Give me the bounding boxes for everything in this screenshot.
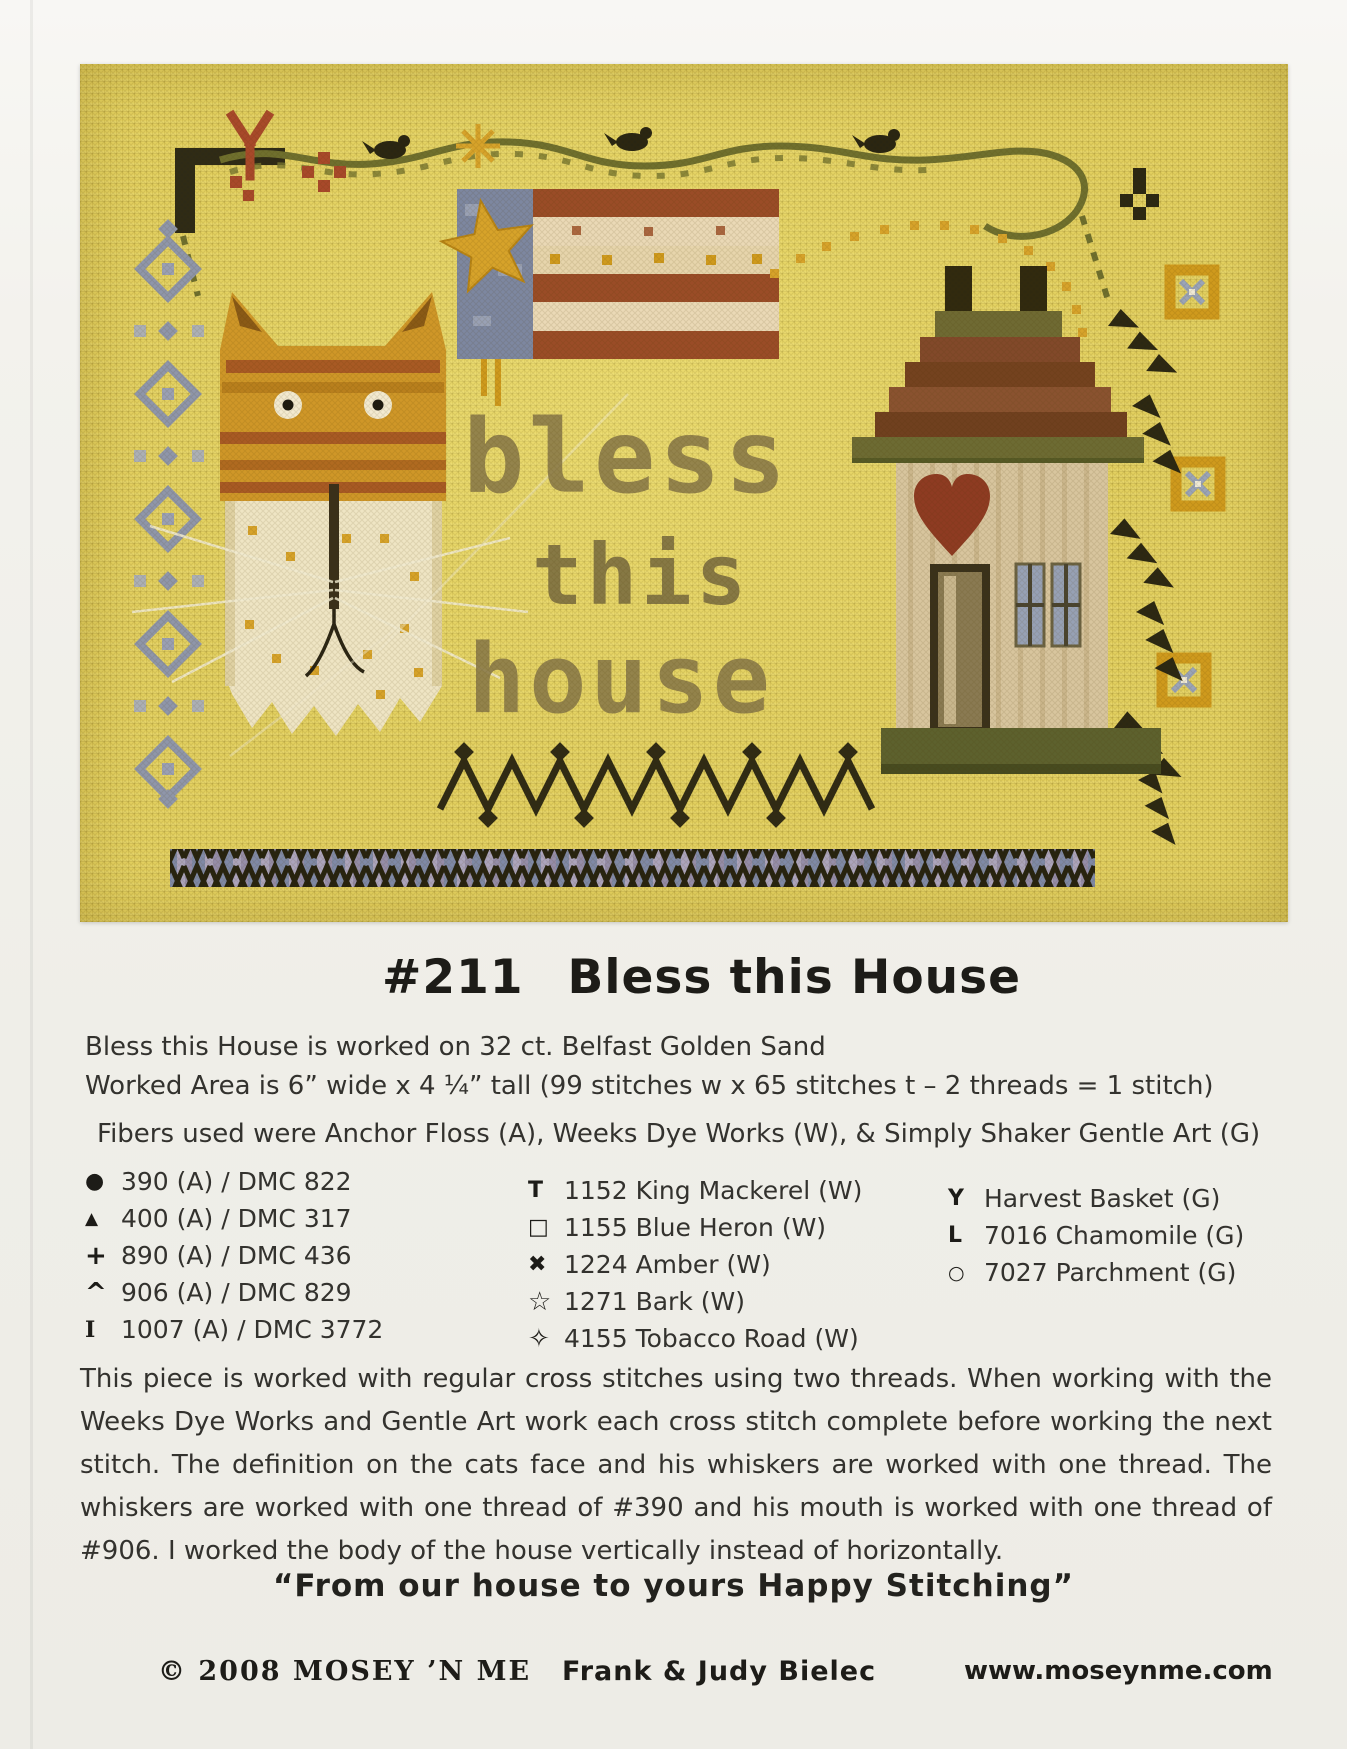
symbol-letter-t: T	[528, 1178, 544, 1203]
legend-row	[948, 1180, 1244, 1217]
fibers-used-line: Fibers used were Anchor Floss (A), Weeks Dye Works (W), & Simply Shaker Gentle Art (G)	[97, 1119, 1261, 1149]
pattern-name: Bless this House	[567, 950, 1021, 1005]
legend-label: 890 (A) / DMC 436	[121, 1241, 352, 1270]
legend-row	[948, 1254, 1244, 1291]
legend-label: 4155 Tobacco Road (W)	[564, 1324, 859, 1353]
legend-row	[948, 1217, 1244, 1254]
legend-row	[528, 1246, 862, 1283]
legend-row	[85, 1200, 383, 1237]
symbol-open-square: □	[528, 1215, 549, 1240]
legend-row	[528, 1172, 862, 1209]
legend-label: 1155 Blue Heron (W)	[564, 1213, 827, 1242]
working-notes	[80, 1358, 1272, 1573]
legend-label: 390 (A) / DMC 822	[121, 1167, 352, 1196]
sampler-art	[80, 64, 1288, 922]
symbol-letter-l: L	[948, 1223, 963, 1248]
website-text: www.moseynme.com	[964, 1656, 1273, 1686]
stitched-sample-photo	[80, 64, 1288, 922]
legend-row	[85, 1311, 383, 1348]
notes-line: #906. I worked the body of the house vertically instead of horizontally.	[80, 1536, 1004, 1566]
legend-label: 1007 (A) / DMC 3772	[121, 1315, 384, 1344]
legend-label: 1224 Amber (W)	[564, 1250, 771, 1279]
legend-label: Harvest Basket (G)	[984, 1184, 1221, 1213]
legend-row	[528, 1320, 862, 1357]
legend-label: 1152 King Mackerel (W)	[564, 1176, 863, 1205]
legend-row	[528, 1209, 862, 1246]
notes-line: stitch. The definition on the cats face and his whiskers are worked with one thread. The	[80, 1450, 1272, 1480]
notes-line: This piece is worked with regular cross stitches using two threads. When working with the	[80, 1364, 1272, 1394]
symbol-caret: ^	[85, 1277, 107, 1308]
symbol-letter-y: Y	[948, 1186, 964, 1211]
worked-area-line: Worked Area is 6” wide x 4 ¼” tall (99 stitches w x 65 stitches t – 2 threads = 1 stitch)	[85, 1071, 1214, 1101]
notes-line: whiskers are worked with one thread of #390 and his mouth is worked with one thread of	[80, 1493, 1272, 1523]
symbol-open-circle: ○	[948, 1261, 965, 1284]
closing-quote: “From our house to yours Happy Stitching”	[273, 1568, 1074, 1604]
symbol-bar-i: I	[85, 1316, 96, 1343]
symbol-filled-circle: ●	[85, 1169, 105, 1194]
symbol-open-star: ☆	[528, 1286, 552, 1317]
legend-label: 400 (A) / DMC 317	[121, 1204, 352, 1233]
symbol-filled-triangle: ▲	[85, 1208, 99, 1229]
authors-text: Frank & Judy Bielec	[562, 1656, 877, 1687]
legend-column-anchor	[85, 1163, 383, 1348]
legend-row	[528, 1283, 862, 1320]
fabric-info-line: Bless this House is worked on 32 ct. Belfast Golden Sand	[85, 1032, 826, 1062]
symbol-plus: +	[85, 1240, 107, 1271]
legend-label: 7027 Parchment (G)	[984, 1258, 1237, 1287]
legend-row	[85, 1237, 383, 1274]
legend-column-weeks	[528, 1172, 862, 1357]
legend-column-gentle-art	[948, 1180, 1244, 1291]
symbol-four-point-star: ✧	[528, 1323, 550, 1354]
notes-line: Weeks Dye Works and Gentle Art work each cross stitch complete before working the next	[80, 1407, 1272, 1437]
legend-label: 1271 Bark (W)	[564, 1287, 745, 1316]
legend-label: 906 (A) / DMC 829	[121, 1278, 352, 1307]
legend-row	[85, 1163, 383, 1200]
pattern-number: #211	[382, 950, 524, 1005]
copyright-text: © 2008 MOSEY ’N ME	[158, 1656, 532, 1687]
legend-label: 7016 Chamomile (G)	[984, 1221, 1245, 1250]
symbol-heavy-x: ✖	[528, 1252, 547, 1277]
page-title	[0, 950, 1347, 1005]
legend-row	[85, 1274, 383, 1311]
weave-texture	[80, 64, 1288, 922]
